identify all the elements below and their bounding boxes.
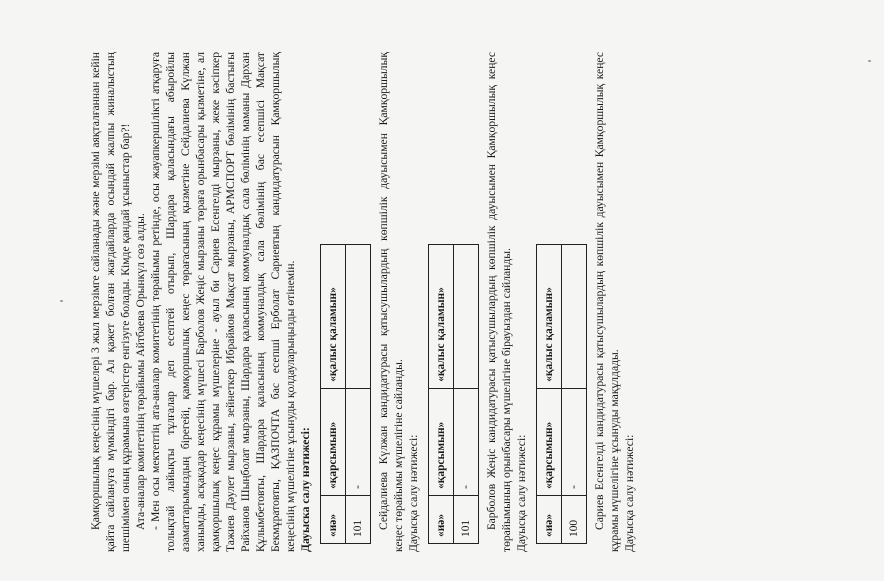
table-row	[321, 245, 346, 544]
vote-table-3	[536, 244, 587, 544]
cell-against: -	[562, 388, 587, 495]
vote-table-1	[320, 244, 371, 544]
vote-note-3: Сариев Есенгелді кандидатурасы қатысушылардың көпшілік дауысымен Қамқоршылық кеңес құрамы мүшелігіне ұсынуды мақұлдады.	[593, 52, 621, 552]
rotated-page	[88, 52, 788, 552]
voting-result-heading: Дауыска салу нәтижесі:	[299, 427, 312, 552]
cell-yes: 101	[454, 495, 479, 543]
table-row	[454, 245, 479, 544]
table-row	[562, 245, 587, 544]
header-yes: «иә»	[321, 495, 346, 543]
vote-label-1: Дауысқа салу нәтижесі:	[407, 434, 420, 552]
cell-yes: 100	[562, 495, 587, 543]
cell-against: -	[454, 388, 479, 495]
table-row	[429, 245, 454, 544]
header-abstain: «қалыс қаламын»	[429, 245, 454, 389]
vote-label-3: Дауысқа салу нәтижесі:	[623, 434, 636, 552]
header-abstain: «қалыс қаламын»	[537, 245, 562, 389]
header-against: «қарсымын»	[321, 388, 346, 495]
header-yes: «иә»	[429, 495, 454, 543]
header-yes: «иә»	[537, 495, 562, 543]
vote-label-2: Дауысқа салу нәтижесі:	[515, 434, 528, 552]
paragraph-speaker: Ата-аналар комитетінің төрайымы Айтбаева Орынкүл сөз алды.	[134, 213, 147, 530]
cell-yes: 101	[346, 495, 371, 543]
paragraph-members-term: Қамқоршылық кеңесінің мүшелері 3 жыл мерзімге сайланады және мерзімі аяқталғаннан кейін қайта сайлануға мүмкіндігі бар. Ал қажет болған жағдайларда осындай жалпы жиналыстың шешімімен оның құрамына өзгерістер енгізуге болады. Кімде қандай ұсыныстар бар?!	[89, 52, 132, 552]
vote-note-1: Сейдалиева Күлжан кандидатурасы қатысушылардың көпшілік дауысымен Қамқоршылық кеңес төрайымы мүшелігіне сайланды.	[377, 52, 405, 552]
header-against: «қарсымын»	[537, 388, 562, 495]
table-row	[346, 245, 371, 544]
scan-speck	[60, 300, 63, 302]
cell-abstain	[454, 245, 479, 389]
scan-speck	[868, 60, 871, 62]
table-row	[537, 245, 562, 544]
vote-note-2: Барболов Жеңіс кандидатурасы қатысушылардың көпшілік дауысымен Қамқоршылық кеңес төрайымының орынбасары мүшелігіне бірауыздан сайланды.	[485, 52, 513, 552]
header-abstain: «қалыс қаламын»	[321, 245, 346, 389]
cell-against: -	[346, 388, 371, 495]
cell-abstain	[562, 245, 587, 389]
header-against: «қарсымын»	[429, 388, 454, 495]
paragraph-nominations: - Мен осы мектептің ата-аналар комитетінің төрайымы ретінде, осы жауапкершілікті атқаруға толықтай лайықты тұлғалар деп есептей отырып, Шардара қаласындағы абыройлы азаматтарымыздың бірегейі, қамқоршылық кеңес төрағасының қызметіне Сейдалиева Күлжан ханымды, асқақадар кеңесінің мүшесі Барболов Жеңіс мырзаны төраға орынбасары қызметіне, ал қамқоршылық кеңес құрамы мүшелеріне - ауыл би Сариев Есенгелді мырзаны, жеке кәсіпкер Тажиев Дәулет мырзаны, зейнеткер Ибраймов Мақсат мырзаны, АРМСПОРТ бөлімінің бастығы Райханов Шыңболат мырзаны, Шардара қаласының коммуналдық сала бөлімінің маманы Дархан Құлымбетовты, Шардара қаласының коммуналдық сала бөлімінің бас есепшісі Мақсат Бекмұратовты, ҚАЗПОЧТА бас есепші Ерболат Сариевтың кандидатурасын Қамқоршылық кеңесінің мүшелігіне ұсынуды қолдауларыңызды өтінемін.	[149, 52, 297, 552]
cell-abstain	[346, 245, 371, 389]
vote-table-2	[428, 244, 479, 544]
